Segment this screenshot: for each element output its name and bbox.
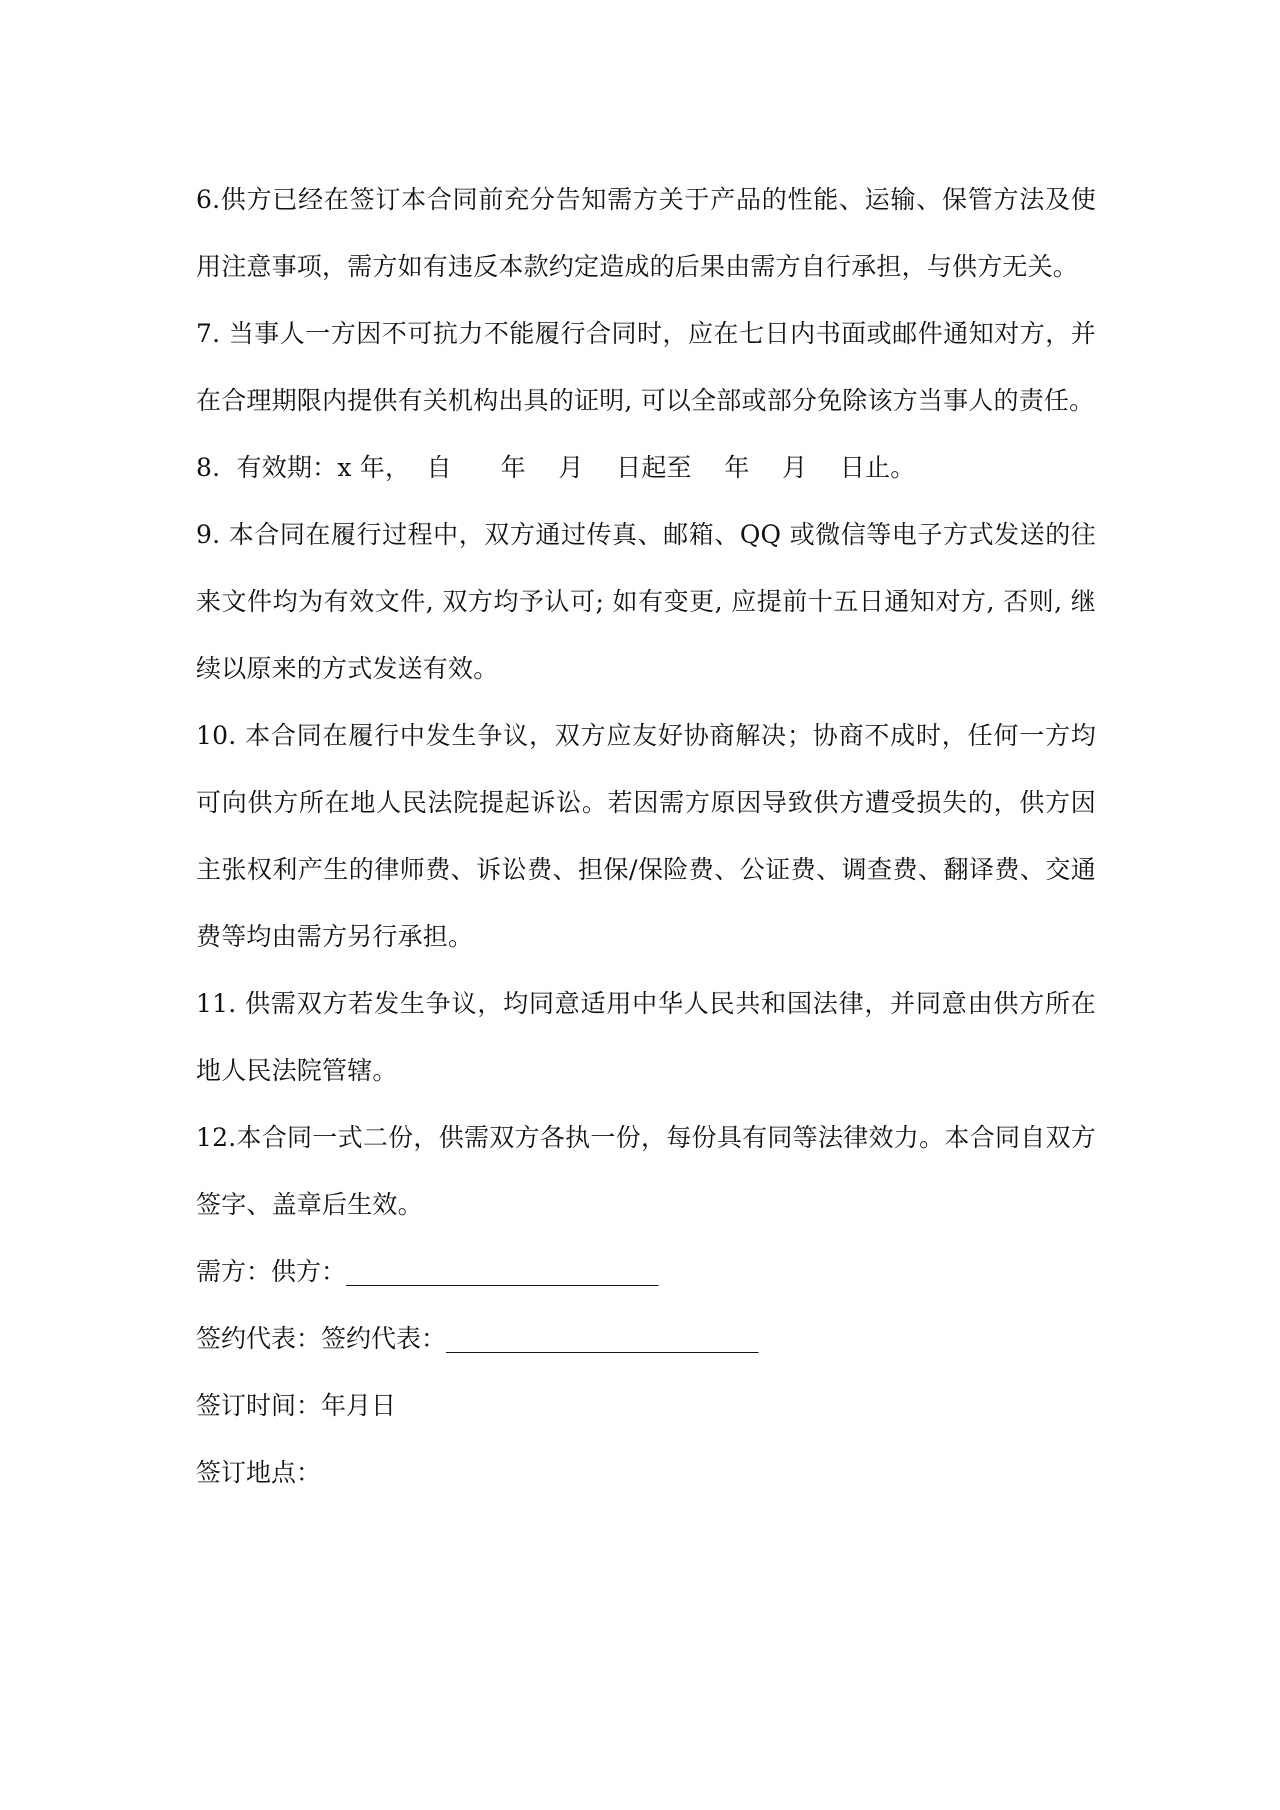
clause-7: 7. 当事人一方因不可抗力不能履行合同时，应在七日内书面或邮件通知对方，并在合理期限内提供有关机构出具的证明, 可以全部或部分免除该方当事人的责任。 [196, 319, 1096, 415]
signature-representatives-line: 签约代表：签约代表：_________________________ [196, 1324, 759, 1353]
signing-date-line: 签订时间：年月日 [196, 1391, 397, 1420]
signature-parties-line: 需方：供方：_________________________ [196, 1257, 659, 1286]
signing-place-line: 签订地点： [196, 1458, 322, 1487]
clause-6: 6.供方已经在签订本合同前充分告知需方关于产品的性能、运输、保管方法及使用注意事项，需方如有违反本款约定造成的后果由需方自行承担，与供方无关。 [196, 185, 1096, 281]
clause-9: 9. 本合同在履行过程中，双方通过传真、邮箱、QQ 或微信等电子方式发送的往来文件均为有效文件, 双方均予认可; 如有变更, 应提前十五日通知对方, 否则, 继续以原来的方式发送有效。 [196, 520, 1096, 683]
document-page [196, 166, 1096, 1506]
clause-12: 12.本合同一式二份，供需双方各执一份，每份具有同等法律效力。本合同自双方签字、盖章后生效。 [196, 1123, 1096, 1219]
clause-11: 11. 供需双方若发生争议，均同意适用中华人民共和国法律，并同意由供方所在地人民法院管辖。 [196, 989, 1096, 1085]
clause-10: 10. 本合同在履行中发生争议，双方应友好协商解决；协商不成时，任何一方均可向供方所在地人民法院提起诉讼。若因需方原因导致供方遭受损失的，供方因主张权利产生的律师费、诉讼费、担保/保险费、公证费、调查费、翻译费、交通费等均由需方另行承担。 [196, 721, 1096, 951]
clause-8-validity: 8. 有效期：x 年， 自 年 月 日起至 年 月 日止。 [196, 453, 916, 482]
